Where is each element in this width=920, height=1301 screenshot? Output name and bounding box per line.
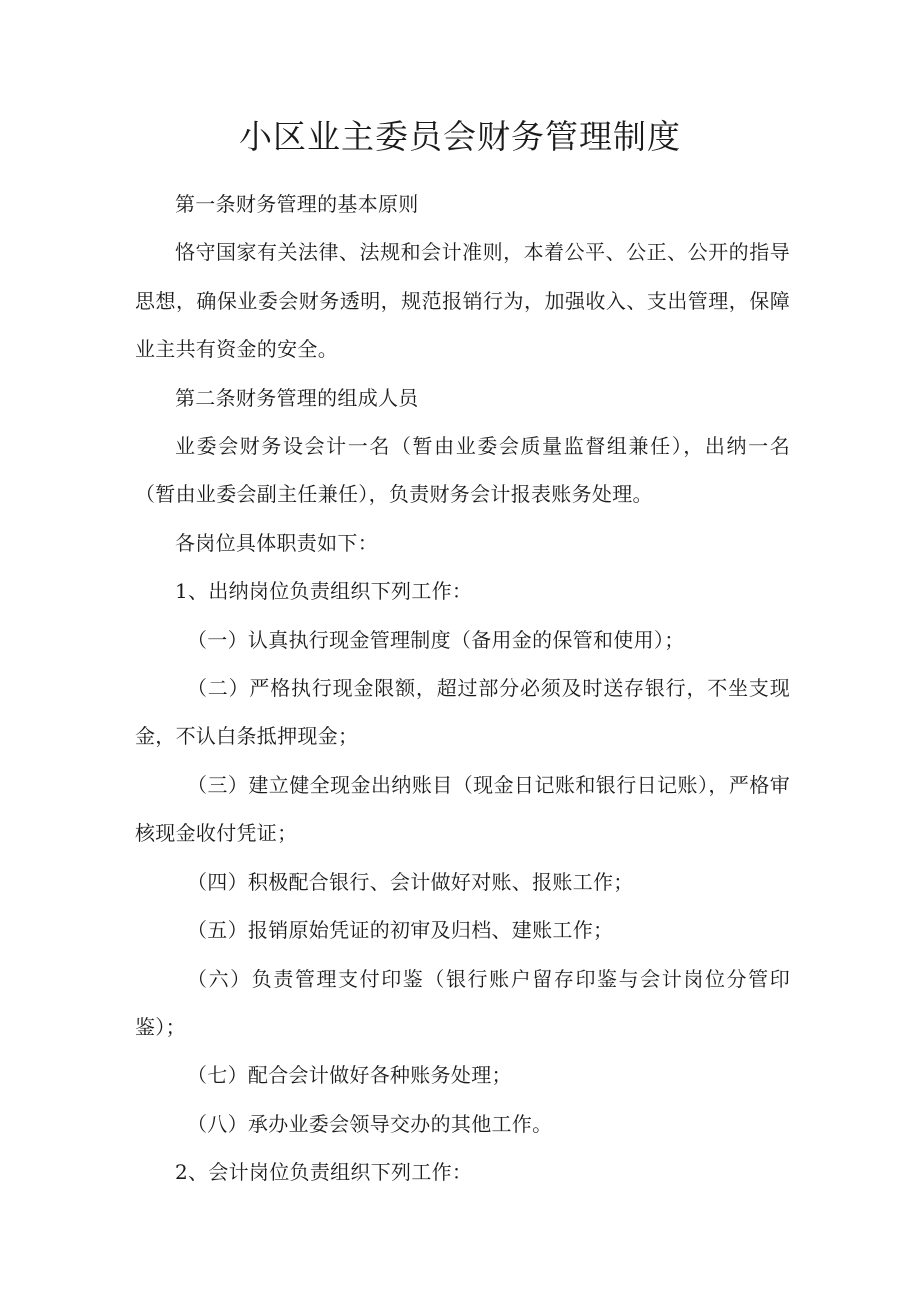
list-item-8: （八）承办业委会领导交办的其他工作。 xyxy=(187,1111,553,1136)
list-item-4: （四）积极配合银行、会计做好对账、报账工作； xyxy=(187,869,634,894)
document-body xyxy=(135,180,790,1197)
list-item-7: （七）配合会计做好各种账务处理； xyxy=(187,1063,512,1088)
list-heading-accountant: 2、会计岗位负责组织下列工作： xyxy=(175,1160,473,1185)
paragraph-principles: 恪守国家有关法律、法规和会计准则，本着公平、公正、公开的指导思想，确保业委会财务透明，规范报销行为，加强收入、支出管理，保障业主共有资金的安全。 xyxy=(135,240,790,362)
paragraph-personnel: 业委会财务设会计一名（暂由业委会质量监督组兼任），出纳一名（暂由业委会副主任兼任），负责财务会计报表账务处理。 xyxy=(135,434,790,507)
section-heading-2: 第二条财务管理的组成人员 xyxy=(175,385,419,410)
section-heading-1: 第一条财务管理的基本原则 xyxy=(175,192,419,216)
list-item-1: （一）认真执行现金管理制度（备用金的保管和使用）； xyxy=(187,627,685,652)
list-item-3: （三）建立健全现金出纳账目（现金日记账和银行日记账），严格审核现金收付凭证； xyxy=(135,772,790,846)
document-title: 小区业主委员会财务管理制度 xyxy=(239,117,681,156)
list-item-6: （六）负责管理支付印鉴（银行账户留存印鉴与会计岗位分管印鉴）； xyxy=(135,966,790,1039)
list-heading-cashier: 1、出纳岗位负责组织下列工作： xyxy=(175,579,473,604)
list-item-5: （五）报销原始凭证的初审及归档、建账工作； xyxy=(187,918,614,943)
list-item-2: （二）严格执行现金限额，超过部分必须及时送存银行，不坐支现金，不认白条抵押现金； xyxy=(135,676,790,749)
paragraph-duties-intro: 各岗位具体职责如下： xyxy=(175,530,378,555)
